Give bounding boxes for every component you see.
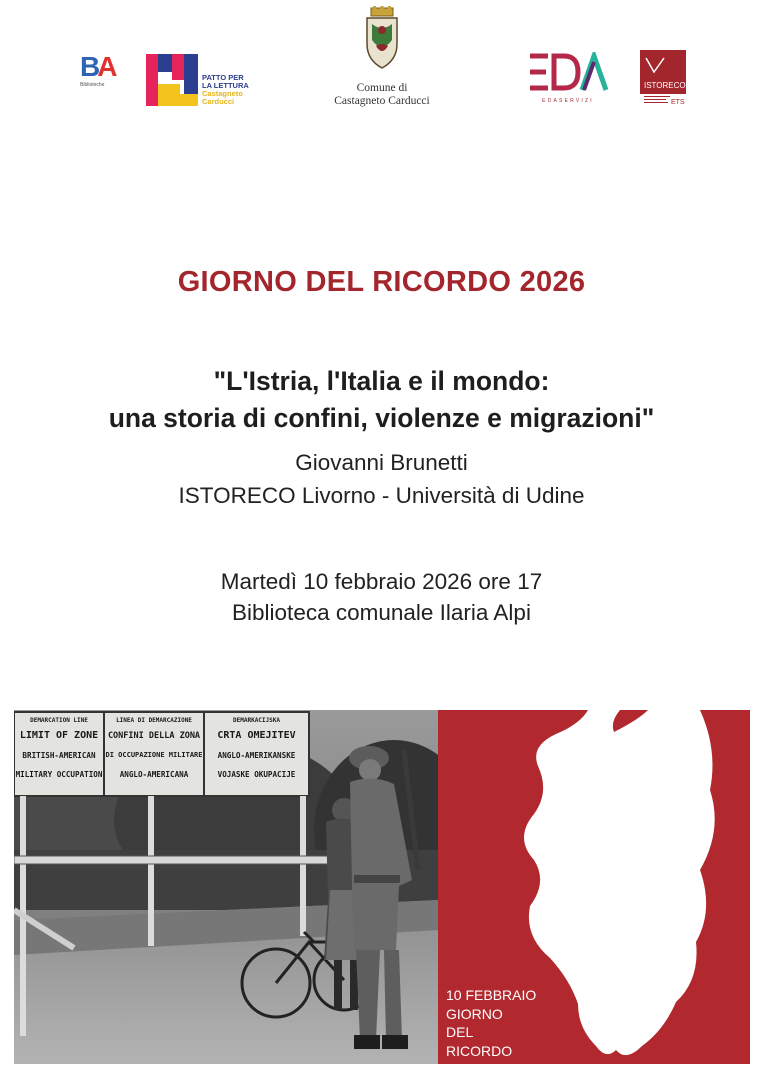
giorno-ricordo-panel xyxy=(438,710,750,1064)
comune-line2: Castagneto Carducci xyxy=(334,95,430,107)
patto-lettura-logo xyxy=(146,54,256,110)
sign-text: CRTA OMEJITEV xyxy=(217,730,296,741)
caption-line4: RICORDO xyxy=(446,1042,513,1059)
sign-column-english xyxy=(14,716,104,784)
sign-column-italian xyxy=(104,716,204,784)
sign-column-slovene xyxy=(204,716,309,784)
istoreco-mark-icon xyxy=(640,50,688,106)
caption-line2: GIORNO xyxy=(446,1005,503,1022)
biblioteche-logo xyxy=(80,51,115,102)
sign-text: DEMARCATION LINE xyxy=(30,717,88,724)
talk-title-line2: una storia di confini, violenze e migrazioni" xyxy=(108,403,655,433)
sign-text: BRITISH-AMERICAN xyxy=(22,751,96,760)
caption-line3: DEL xyxy=(446,1024,474,1040)
comune-text xyxy=(326,82,438,108)
eda-servizi-logo xyxy=(528,52,610,106)
eda-mark-icon xyxy=(528,52,608,96)
patto-line1: PATTO PER xyxy=(202,73,244,82)
sign-text: DI OCCUPAZIONE MILITARE xyxy=(105,751,203,759)
patto-line2: LA LETTURA xyxy=(202,81,249,90)
speaker-block xyxy=(0,446,763,512)
sign-text: LINEA DI DEMARCAZIONE xyxy=(116,717,192,724)
event-datetime: Martedì 10 febbraio 2026 ore 17 xyxy=(220,569,543,594)
istoreco-mark-text: ISTORECO xyxy=(644,81,686,90)
patto-line4: Carducci xyxy=(202,97,235,106)
patto-text xyxy=(202,74,249,106)
red-panel-caption xyxy=(446,986,536,1060)
sign-text: VOJASKE OKUPACIJE xyxy=(217,770,296,779)
sign-text: ANGLO-AMERIKANSKE xyxy=(217,751,296,760)
historic-photo xyxy=(14,710,439,1064)
istoreco-ets-text: ETS xyxy=(671,99,685,106)
patto-blocks-icon xyxy=(146,54,198,106)
eda-subtext: EDASERVIZI xyxy=(542,98,594,104)
event-title: GIORNO DEL RICORDO 2026 xyxy=(177,266,586,298)
talk-title-line1: "L'Istria, l'Italia e il mondo: xyxy=(213,366,550,396)
speaker-affiliation: ISTORECO Livorno - Università di Udine xyxy=(178,483,585,508)
sign-text: MILITARY OCCUPATION xyxy=(15,770,103,779)
sign-text: LIMIT OF ZONE xyxy=(19,730,99,741)
caption-line1: 10 FEBBRAIO xyxy=(446,987,537,1003)
comune-line1: Comune di xyxy=(356,82,408,94)
event-venue: Biblioteca comunale Ilaria Alpi xyxy=(232,600,531,625)
patto-line3: Castagneto xyxy=(202,89,243,98)
istoreco-logo xyxy=(640,50,688,106)
ba-logo-text: BA xyxy=(80,51,115,82)
sign-text: CONFINI DELLA ZONA xyxy=(107,731,201,741)
talk-title xyxy=(0,363,763,437)
sign-text: ANGLO-AMERICANA xyxy=(119,770,189,779)
coat-of-arms-icon xyxy=(362,6,402,70)
comune-logo xyxy=(326,2,438,112)
date-venue-block xyxy=(0,566,763,628)
ba-logo-subtext: Biblioteche xyxy=(80,82,105,88)
sign-text: DEMARKACIJSKA xyxy=(233,717,280,724)
speaker-name: Giovanni Brunetti xyxy=(295,450,468,475)
